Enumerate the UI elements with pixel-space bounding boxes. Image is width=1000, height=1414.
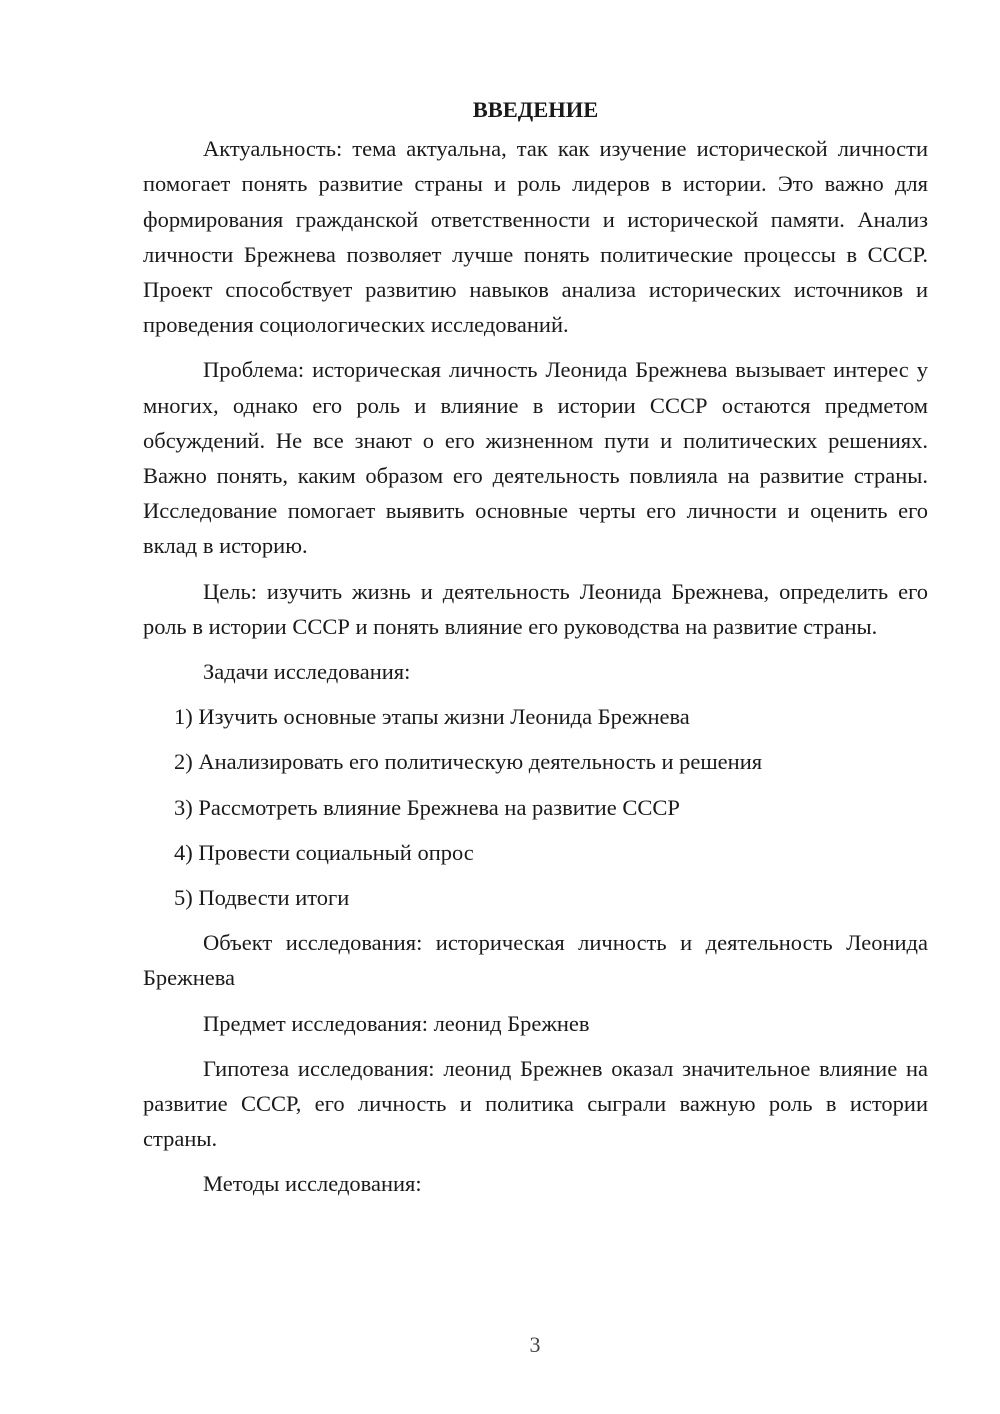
document-page xyxy=(143,92,928,1212)
methods-paragraph: Методы исследования: xyxy=(203,1171,422,1197)
page-number: 3 xyxy=(529,1332,541,1357)
goal-paragraph: Цель: изучить жизнь и деятельность Леонида Брежнева, определить его роль в истории СССР и понять влияние его руководства на развитие страны. xyxy=(143,578,928,639)
tasks-heading: Задачи исследования: xyxy=(203,659,411,685)
subject-paragraph: Предмет исследования: леонид Брежнев xyxy=(203,1010,590,1036)
hypothesis-paragraph: Гипотеза исследования: леонид Брежнев оказал значительное влияние на развитие СССР, его личность и политика сыграли важную роль в истории страны. xyxy=(143,1055,928,1152)
task-item: 1) Изучить основные этапы жизни Леонида Брежнева xyxy=(174,704,690,730)
task-item: 3) Рассмотреть влияние Брежнева на развитие СССР xyxy=(174,794,680,820)
task-item: 4) Провести социальный опрос xyxy=(174,839,474,865)
task-item: 2) Анализировать его политическую деятельность и решения xyxy=(174,749,763,775)
task-list xyxy=(143,699,928,915)
relevance-paragraph: Актуальность: тема актуальна, так как изучение исторической личности помогает понять развитие страны и роль лидеров в истории. Это важно для формирования гражданской ответственности и исторической памяти. Анализ личности Брежнева позволяет лучше понять политические процессы в СССР. Проект способствует развитию навыков анализа исторических источников и проведения социологических исследований. xyxy=(143,136,928,338)
object-paragraph: Объект исследования: историческая личность и деятельность Леонида Брежнева xyxy=(143,930,928,991)
problem-paragraph: Проблема: историческая личность Леонида Брежнева вызывает интерес у многих, однако его роль и влияние в истории СССР остаются предметом обсуждений. Не все знают о его жизненном пути и политических решениях. Важно понять, каким образом его деятельность повлияла на развитие страны. Исследование помогает выявить основные черты его личности и оценить его вклад в историю. xyxy=(143,357,928,559)
page-title: ВВЕДЕНИЕ xyxy=(472,97,599,122)
task-item: 5) Подвести итоги xyxy=(174,885,350,911)
